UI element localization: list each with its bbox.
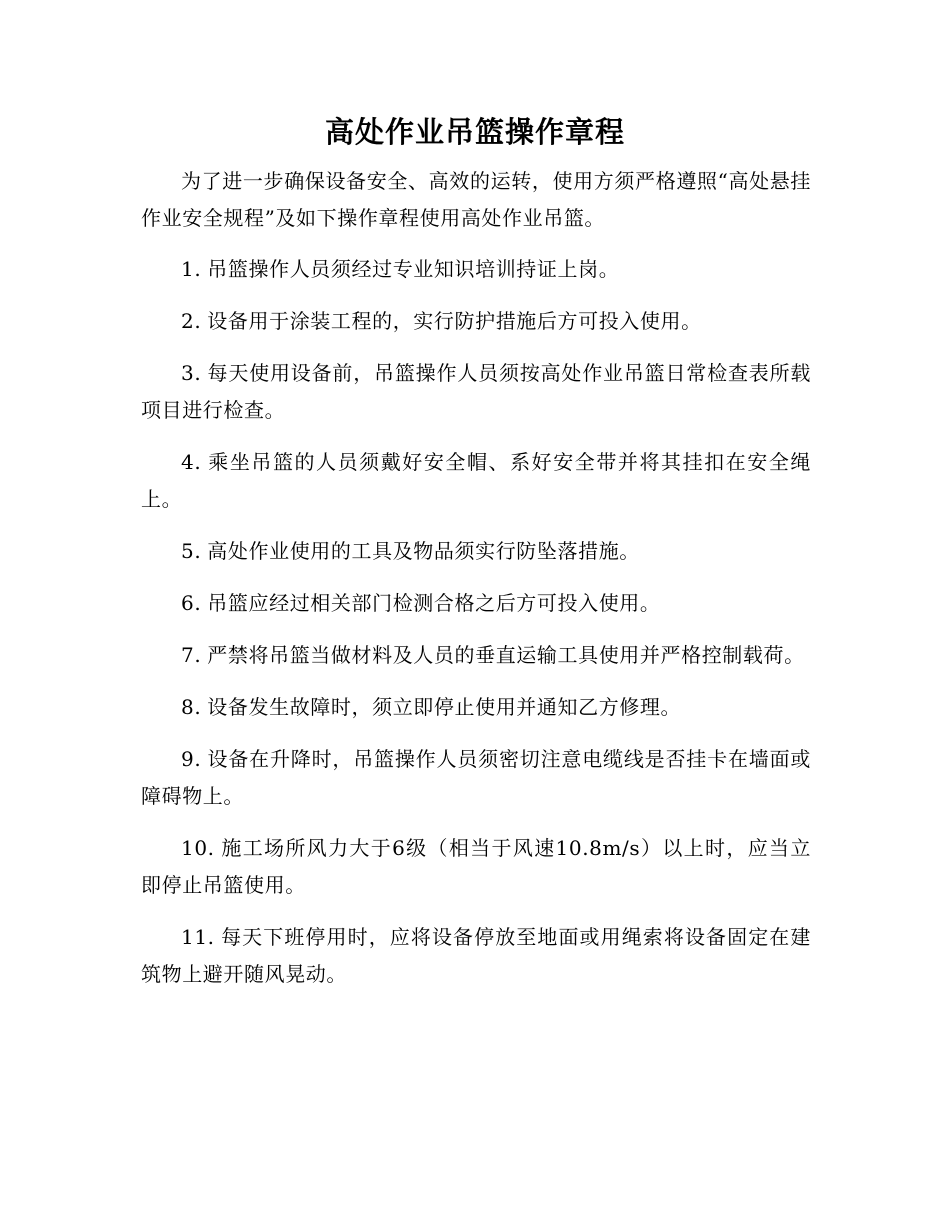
rule-number: 7. (181, 643, 202, 667)
rule-number: 6. (181, 591, 202, 615)
rule-item-2 (141, 303, 811, 340)
document-title: 高处作业吊篮操作章程 (324, 115, 625, 149)
rule-item-9 (141, 741, 811, 815)
rule-text: 吊篮操作人员须经过专业知识培训持证上岗。 (207, 257, 620, 281)
rule-item-11 (141, 919, 811, 993)
rule-item-1 (141, 251, 811, 288)
rule-text: 吊篮应经过相关部门检测合格之后方可投入使用。 (207, 591, 661, 615)
rule-text: 设备在升降时，吊篮操作人员须密切注意电缆线是否挂卡在墙面或障碍物上。 (141, 747, 811, 808)
rule-text: 设备用于涂装工程的，实行防护措施后方可投入使用。 (207, 309, 702, 333)
rule-item-5 (141, 533, 811, 570)
rule-text: 每天下班停用时，应将设备停放至地面或用绳索将设备固定在建筑物上避开随风晃动。 (141, 925, 811, 986)
rule-item-4 (141, 444, 811, 518)
rule-number: 5. (181, 539, 202, 563)
rule-item-10 (141, 830, 811, 904)
rule-number: 9. (181, 747, 202, 771)
rule-number: 1. (181, 257, 202, 281)
rule-item-7 (141, 637, 811, 674)
rule-text: 乘坐吊篮的人员须戴好安全帽、系好安全带并将其挂扣在安全绳上。 (141, 450, 811, 511)
rule-number: 4. (181, 450, 202, 474)
rule-number: 8. (181, 695, 202, 719)
intro-paragraph: 为了进一步确保设备安全、高效的运转，使用方须严格遵照“高处悬挂作业安全规程”及如下操作章程使用高处作业吊篮。 (141, 169, 811, 230)
rule-text: 每天使用设备前，吊篮操作人员须按高处作业吊篮日常检查表所载项目进行检查。 (141, 361, 811, 422)
rule-text: 施工场所风力大于6级（相当于风速10.8m/s）以上时，应当立即停止吊篮使用。 (141, 836, 811, 897)
rule-item-3 (141, 355, 811, 429)
rule-text: 设备发生故障时，须立即停止使用并通知乙方修理。 (207, 695, 682, 719)
rule-number: 3. (181, 361, 202, 385)
rule-number: 2. (181, 309, 202, 333)
rule-number: 10. (181, 836, 215, 860)
rule-text: 高处作业使用的工具及物品须实行防坠落措施。 (207, 539, 640, 563)
rule-item-6 (141, 585, 811, 622)
rule-number: 11. (181, 925, 215, 949)
rule-text: 严禁将吊篮当做材料及人员的垂直运输工具使用并严格控制载荷。 (207, 643, 805, 667)
rule-item-8 (141, 689, 811, 726)
document-body (141, 163, 811, 1008)
